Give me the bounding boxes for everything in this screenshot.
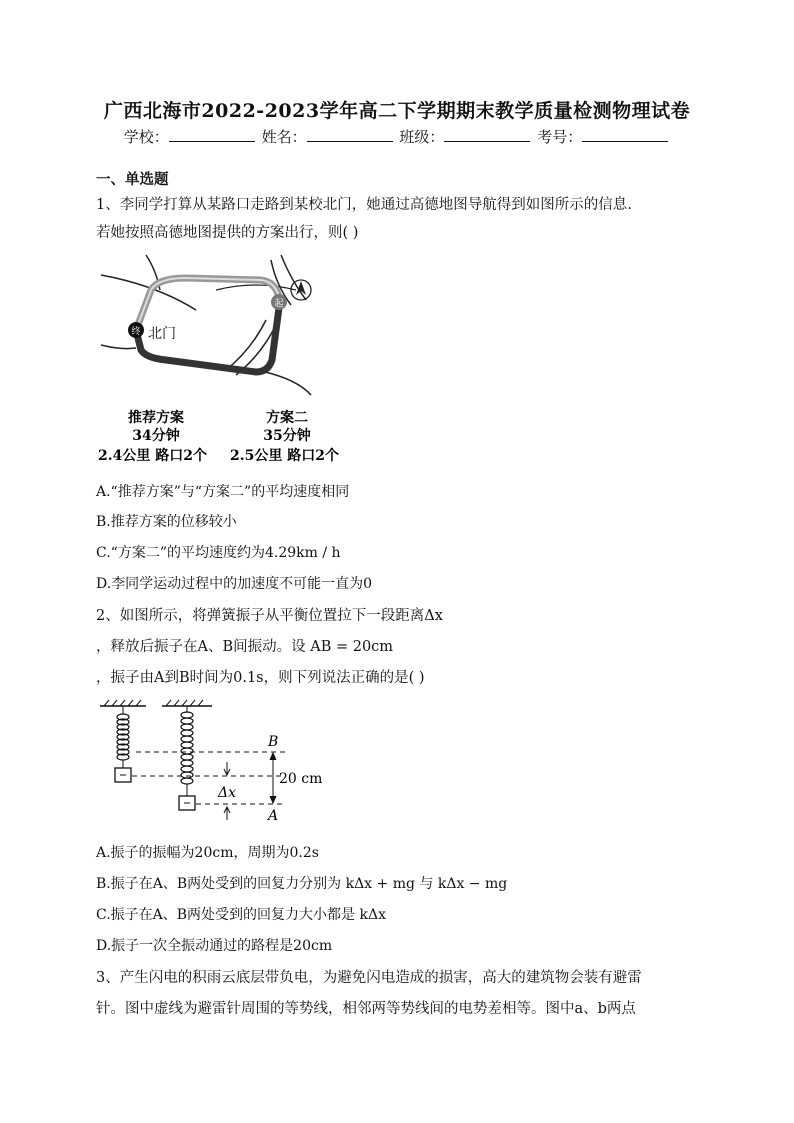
name-blank: [307, 127, 393, 142]
q1-option-d: D.李同学运动过程中的加速度不可能一直为0: [96, 576, 373, 592]
q2-option-a: A.振子的振幅为20cm，周期为0.2s: [96, 845, 319, 861]
q2-option-c: C.振子在A、B两处受到的回复力大小都是 kΔx: [96, 907, 386, 923]
student-info-line: [0, 126, 794, 147]
q2-spring-figure: [96, 696, 336, 826]
delta-x-label: Δx: [218, 785, 237, 801]
exam-no-label: 考号：: [537, 128, 583, 146]
q2-stem-line3: ，振子由A到B时间为0.1s，则下列说法正确的是( ): [96, 670, 425, 686]
school-label: 学校：: [123, 128, 169, 146]
q2-stem-line1: 2、如图所示，将弹簧振子从平衡位置拉下一段距离Δx: [96, 608, 443, 624]
plan2-time: 35分钟: [263, 428, 311, 444]
name-label: 姓名：: [261, 128, 307, 146]
end-marker-label: 终: [131, 327, 141, 337]
north-gate-label: 北门: [148, 326, 176, 342]
class-blank: [444, 127, 530, 142]
point-b-label: B: [268, 734, 279, 750]
q1-option-c: C.“方案二”的平均速度约为4.29km / h: [96, 545, 341, 561]
q1-stem-line1: 1、李同学打算从某路口走路到某校北门，她通过高德地图导航得到如图所示的信息.: [96, 197, 632, 213]
ab-distance-label: 20 cm: [279, 771, 323, 787]
q3-stem-line2: 针。图中虚线为避雷针周围的等势线，相邻两等势线间的电势差相等。图中a、b两点: [96, 1001, 636, 1017]
plan2-name: 方案二: [266, 410, 308, 426]
spring-1: [117, 714, 129, 760]
q1-map-figure: [96, 250, 356, 466]
plan1-name: 推荐方案: [128, 410, 184, 426]
q1-option-b: B.推荐方案的位移较小: [96, 514, 237, 530]
q3-stem-line1: 3、产生闪电的积雨云底层带负电，为避免闪电造成的损害，高大的建筑物会装有避雷: [96, 970, 642, 986]
school-blank: [169, 127, 255, 142]
exam-title: 广西北海市2022-2023学年高二下学期期末教学质量检测物理试卷: [103, 100, 691, 122]
spring-2: [181, 712, 193, 784]
plan1-time: 34分钟: [132, 428, 180, 444]
q1-option-a: A.“推荐方案”与“方案二”的平均速度相同: [96, 484, 350, 500]
plan2-detail: 2.5公里 路口2个: [230, 448, 339, 464]
q2-option-d: D.振子一次全振动通过的路程是20cm: [96, 938, 333, 954]
exam-no-blank: [582, 127, 668, 142]
class-label: 班级：: [399, 128, 445, 146]
q2-stem-line2: ，释放后振子在A、B间振动。设 AB = 20cm: [96, 639, 394, 655]
point-a-label: A: [268, 808, 279, 824]
start-marker-label: 起: [274, 299, 284, 309]
q2-option-b: B.振子在A、B两处受到的回复力分别为 kΔx + mg 与 kΔx − mg: [96, 876, 508, 892]
q1-stem-line2: 若她按照高德地图提供的方案出行，则( ): [96, 225, 359, 241]
section-heading-single-choice: 一、单选题: [96, 171, 169, 188]
plan1-detail: 2.4公里 路口2个: [98, 448, 207, 464]
